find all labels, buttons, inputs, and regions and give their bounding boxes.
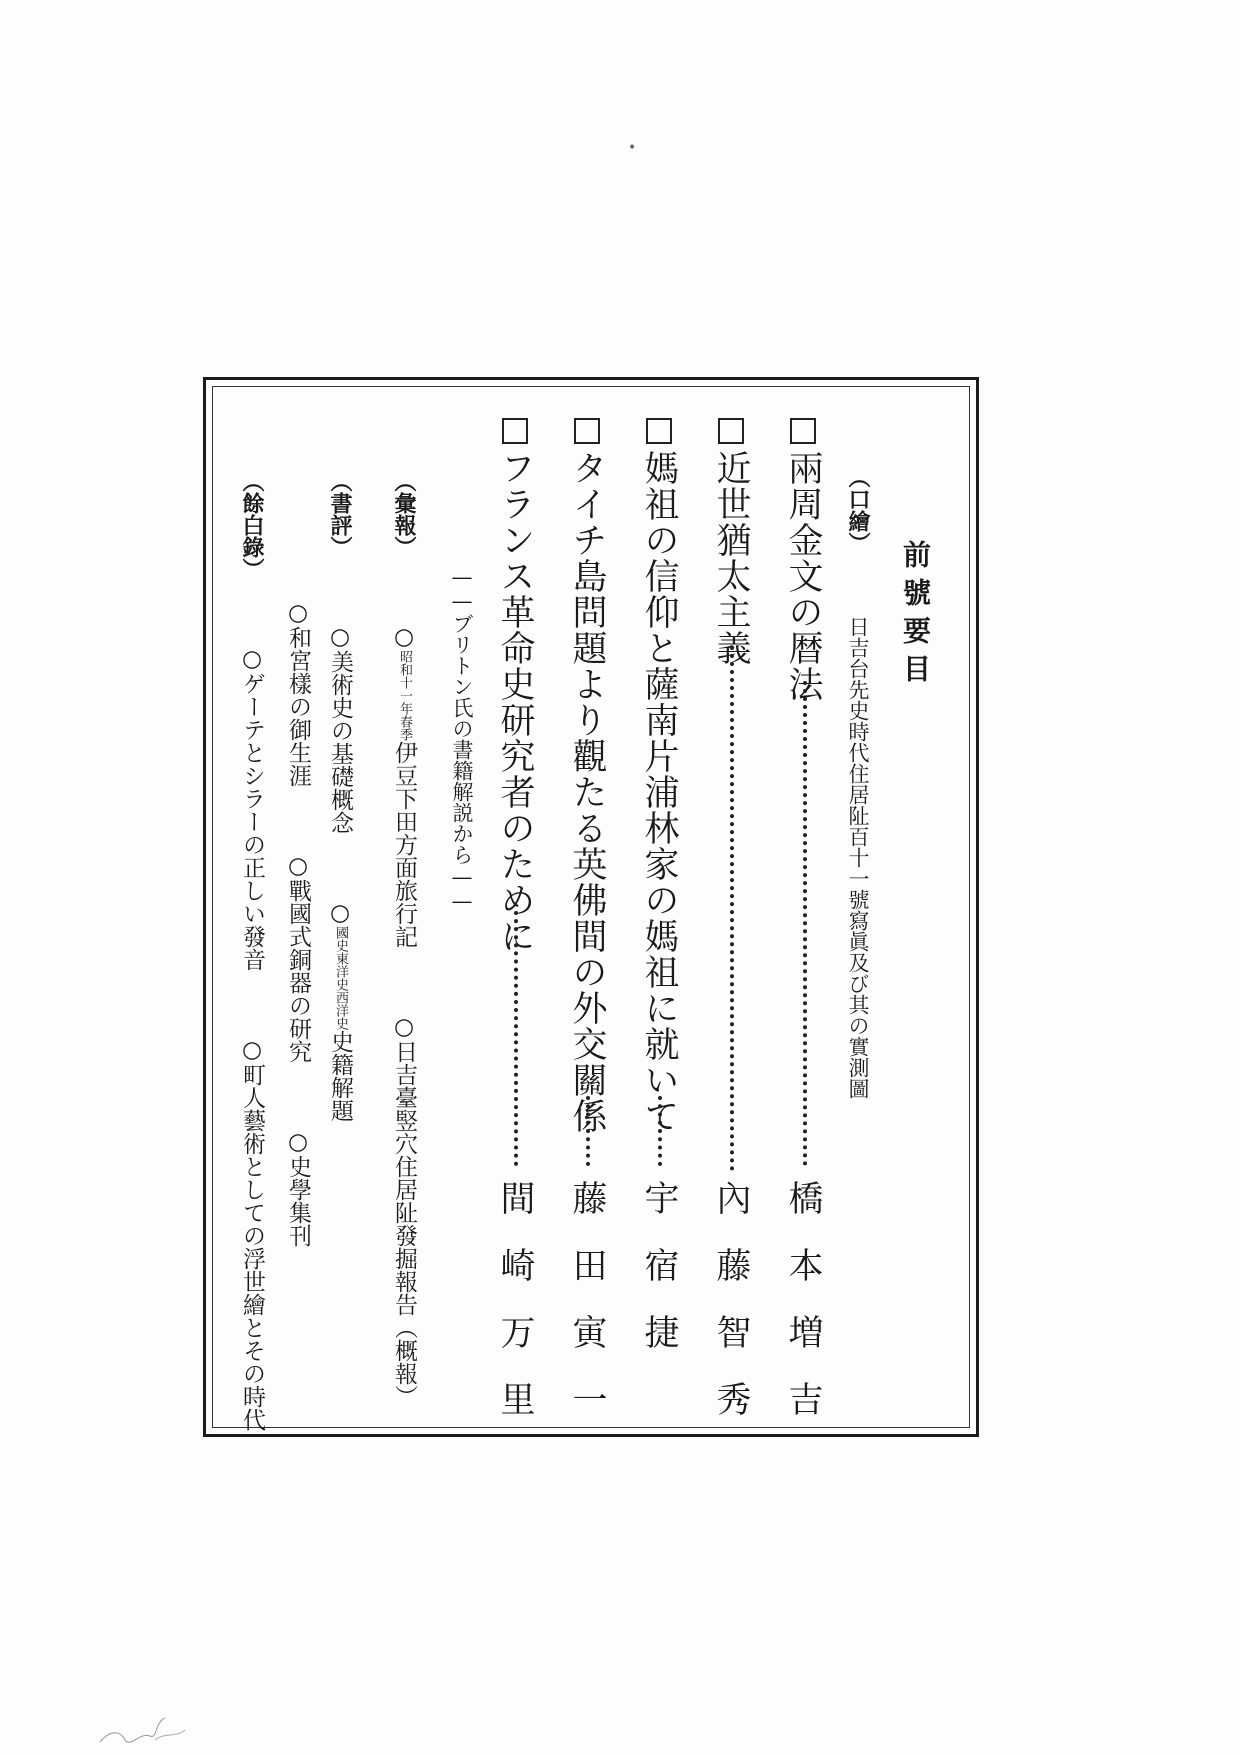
prefatory-label: （口繪） <box>845 466 871 554</box>
article-1-author: 橋本増吉 <box>783 1180 823 1448</box>
checkbox-icon <box>646 418 672 444</box>
prefatory-line <box>843 466 874 1099</box>
scan-speck: • <box>628 140 637 156</box>
checkbox-icon <box>574 418 600 444</box>
article-3-author: 宇宿捷 <box>639 1180 679 1381</box>
leader-dots <box>803 681 807 1166</box>
shohyo-line-1: （書評） ○美術史の基礎概念 ○國史東洋史西洋史史籍解題 <box>327 470 353 1122</box>
shohyo-item-5: ○史學集刊 <box>285 1129 311 1247</box>
kiho-label: （彙報） <box>391 470 417 558</box>
article-3-title: 媽祖の信仰と薩南片浦林家の媽祖に就いて <box>634 418 684 1134</box>
yohaku-line <box>236 470 269 1431</box>
shohyo-small-note: 國史東洋史西洋史 <box>333 926 348 1030</box>
article-5-author: 間崎万里 <box>495 1180 535 1448</box>
article-4-title: タイチ島問題より觀たる英佛間の外交關係 <box>562 418 612 1134</box>
yohaku-item-1: ○ゲーテとシラーの正しい發音 <box>239 646 265 971</box>
kiho-item-2: ○日吉臺竪穴住居阯發掘報告（概報） <box>391 1014 417 1408</box>
article-5-title: フランス革命史研究者のために <box>490 418 540 954</box>
article-2-author: 內藤智秀 <box>711 1180 751 1448</box>
leader-dots <box>730 646 734 1171</box>
prefatory-text: 日吉台先史時代住居阯百十一號寫眞及び其の實測圖 <box>846 616 870 1099</box>
shohyo-item-3: ○和宮樣の御生涯 <box>285 600 311 787</box>
shohyo-label: （書評） <box>327 470 353 558</box>
article-4-author: 藤田寅一 <box>567 1180 607 1448</box>
article-5-subtitle: ——ブリトン氏の書籍解説から—— <box>450 565 474 913</box>
shohyo-item-4: ○戰國式銅器の研究 <box>285 853 311 1063</box>
leader-dots <box>586 1096 590 1166</box>
checkbox-icon <box>502 418 528 444</box>
leader-dots <box>514 911 518 1166</box>
kiho-line: （彙報） ○昭和十一年春季伊豆下田方面旅行記 ○日吉臺竪穴住居阯發掘報告（概報） <box>391 470 417 1408</box>
article-2-title: 近世猶太主義 <box>706 418 756 666</box>
yohaku-item-2: ○町人藝術としての浮世繪とその時代 <box>239 1037 265 1431</box>
kiho-small-note: 昭和十一年春季 <box>397 650 412 741</box>
leader-dots <box>658 1096 662 1166</box>
checkbox-icon <box>718 418 744 444</box>
pencil-doodle <box>95 1710 205 1750</box>
article-1-title: 兩周金文の暦法 <box>778 418 828 702</box>
shohyo-item-1: ○美術史の基礎概念 <box>327 624 353 834</box>
shohyo-line-2 <box>282 600 315 1247</box>
yohaku-label: （餘白錄） <box>239 470 265 580</box>
page-title: 前號要目 <box>899 540 932 692</box>
checkbox-icon <box>790 418 816 444</box>
